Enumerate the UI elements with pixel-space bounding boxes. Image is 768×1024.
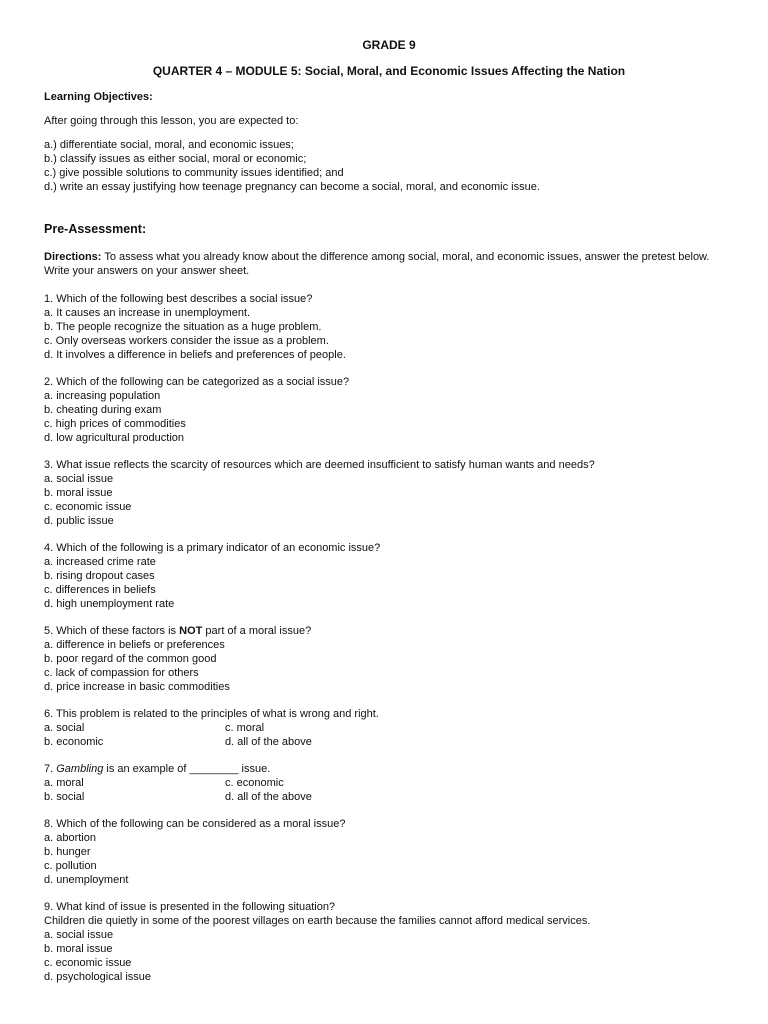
directions-text: To assess what you already know about the difference among social, moral, and economic issues, answer the pretest below.: [101, 251, 710, 263]
question-7: [44, 762, 734, 804]
grade-heading: GRADE 9: [362, 38, 416, 52]
choice: d. all of the above: [225, 736, 312, 748]
objective-item: b.) classify issues as either social, moral or economic;: [44, 153, 307, 165]
choice-row: [44, 721, 734, 735]
choice: b. cheating during exam: [44, 404, 162, 416]
directions-label: Directions:: [44, 251, 102, 263]
choice: c. economic issue: [44, 957, 132, 969]
choice: b. hunger: [44, 846, 91, 858]
choice: b. social: [44, 791, 85, 803]
objectives-intro: After going through this lesson, you are expected to:: [44, 115, 299, 127]
choice: b. The people recognize the situation as a huge problem.: [44, 321, 322, 333]
stem-text: 5. Which of these factors is: [44, 625, 180, 637]
choice: b. moral issue: [44, 943, 113, 955]
question-1: [44, 292, 734, 362]
choice: c. high prices of commodities: [44, 418, 186, 430]
objective-item: c.) give possible solutions to community issues identified; and: [44, 167, 344, 179]
choice: c. pollution: [44, 860, 97, 872]
question-stem: 8. Which of the following can be considered as a moral issue?: [44, 818, 346, 830]
question-stem: 6. This problem is related to the principles of what is wrong and right.: [44, 708, 379, 720]
choice: c. differences in beliefs: [44, 584, 156, 596]
question-5: [44, 624, 734, 694]
choice: d. low agricultural production: [44, 432, 185, 444]
choice: d. public issue: [44, 515, 114, 527]
question-stem: 4. Which of the following is a primary indicator of an economic issue?: [44, 542, 381, 554]
choice: b. economic: [44, 736, 104, 748]
question-3: [44, 458, 734, 528]
choice: d. It involves a difference in beliefs and preferences of people.: [44, 349, 346, 361]
question-stem: 3. What issue reflects the scarcity of resources which are deemed insufficient to satisfy human wants and needs?: [44, 459, 595, 471]
choice-row: [44, 735, 734, 749]
stem-italic: Gambling: [56, 763, 104, 775]
choice-row: [44, 776, 734, 790]
pre-assessment-heading: Pre-Assessment:: [44, 222, 147, 236]
objectives-list: [44, 138, 734, 194]
question-8: [44, 817, 734, 887]
question-9: [44, 900, 734, 984]
choice: a. increased crime rate: [44, 556, 156, 568]
directions-line2: Write your answers on your answer sheet.: [44, 265, 250, 277]
module-title: QUARTER 4 – MODULE 5: Social, Moral, and Economic Issues Affecting the Nation: [152, 64, 626, 78]
choice: d. psychological issue: [44, 971, 152, 983]
stem-text: issue.: [238, 763, 271, 775]
document-page: [44, 38, 734, 997]
choice: a. abortion: [44, 832, 96, 844]
choice: c. economic issue: [44, 501, 132, 513]
question-stem: [44, 624, 734, 638]
choice: b. rising dropout cases: [44, 570, 155, 582]
objective-item: a.) differentiate social, moral, and economic issues;: [44, 139, 294, 151]
stem-emphasis: NOT: [179, 625, 203, 637]
choice: a. social: [44, 722, 85, 734]
objectives-heading: Learning Objectives:: [44, 91, 153, 103]
choice: d. price increase in basic commodities: [44, 681, 230, 693]
stem-text: is an example of: [103, 763, 190, 775]
question-stem: 1. Which of the following best describes a social issue?: [44, 293, 313, 305]
objective-item: d.) write an essay justifying how teenage pregnancy can become a social, moral, and economic issue.: [44, 181, 540, 193]
choice: a. It causes an increase in unemployment.: [44, 307, 251, 319]
question-situation: Children die quietly in some of the poorest villages on earth because the families cannot afford medical services.: [44, 915, 591, 927]
question-stem: [44, 762, 734, 776]
question-6: [44, 707, 734, 749]
stem-text: 7.: [44, 763, 57, 775]
choice: c. moral: [225, 722, 265, 734]
choice: a. moral: [44, 777, 84, 789]
directions: [44, 250, 734, 264]
choice: c. economic: [225, 777, 284, 789]
choice: d. high unemployment rate: [44, 598, 175, 610]
choice: b. poor regard of the common good: [44, 653, 217, 665]
question-4: [44, 541, 734, 611]
stem-text: part of a moral issue?: [202, 625, 312, 637]
choice: b. moral issue: [44, 487, 113, 499]
choice: a. difference in beliefs or preferences: [44, 639, 225, 651]
choice: a. increasing population: [44, 390, 161, 402]
choice: a. social issue: [44, 473, 114, 485]
question-2: [44, 375, 734, 445]
choice: a. social issue: [44, 929, 114, 941]
choice: c. lack of compassion for others: [44, 667, 199, 679]
choice: d. all of the above: [225, 791, 312, 803]
answer-blank: ________: [189, 763, 239, 775]
choice-row: [44, 790, 734, 804]
choice: d. unemployment: [44, 874, 129, 886]
question-stem: 2. Which of the following can be categorized as a social issue?: [44, 376, 350, 388]
question-stem: 9. What kind of issue is presented in the following situation?: [44, 901, 336, 913]
choice: c. Only overseas workers consider the issue as a problem.: [44, 335, 329, 347]
